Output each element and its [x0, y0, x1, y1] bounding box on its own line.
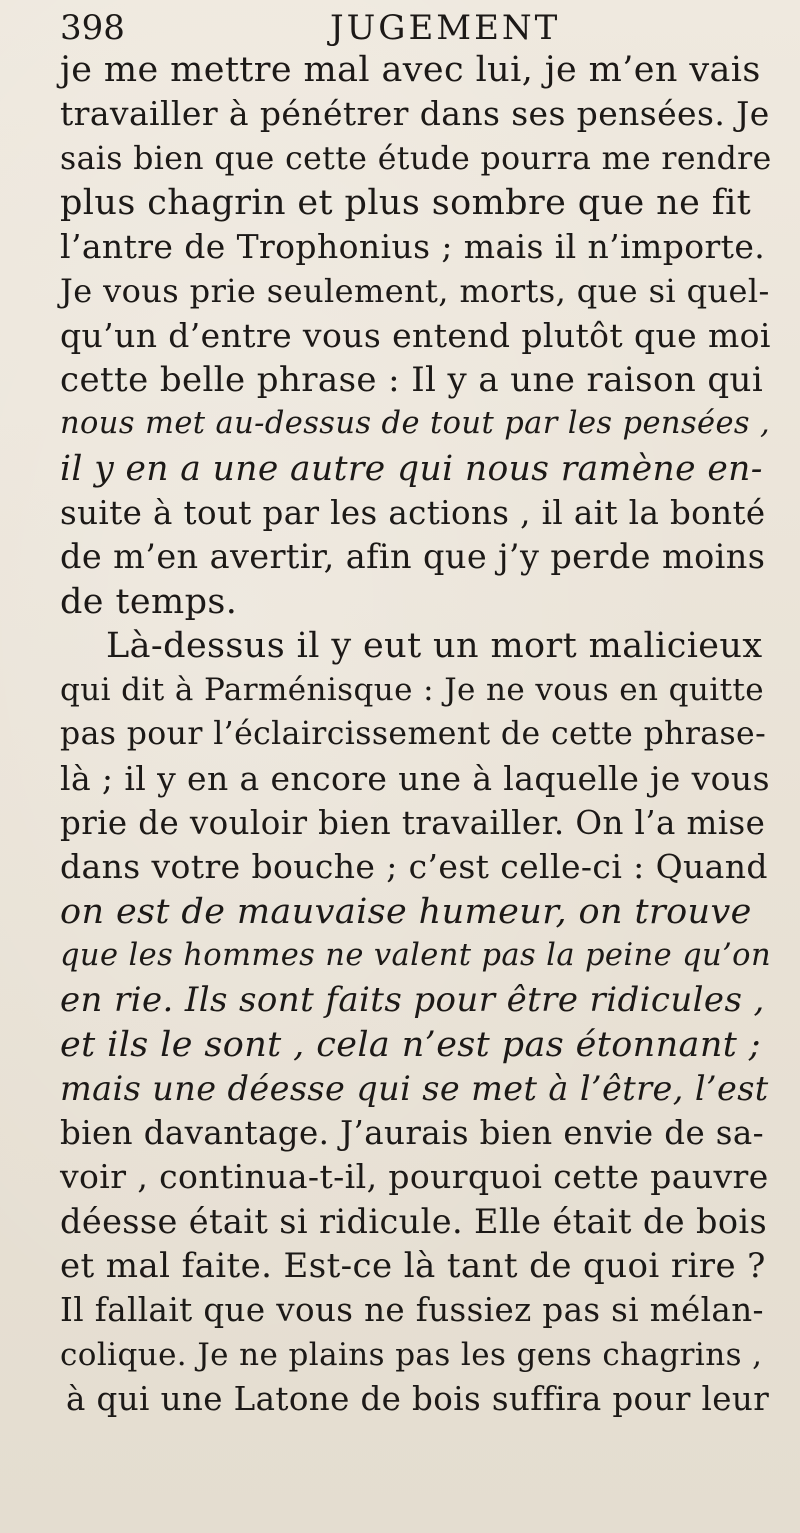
italic-text-line: mais une déesse qui se met à l’être, l’est [60, 1068, 769, 1108]
text-line: je me mettre mal avec lui, je m’en vais [60, 50, 761, 90]
text-line: sais bien que cette étude pourra me rendre [60, 140, 772, 177]
body-text [60, 48, 800, 1421]
text-line: à qui une Latone de bois suffira pour leur [66, 1379, 770, 1418]
text-line: prie de vouloir bien travailler. On l’a mise [60, 804, 766, 843]
text-line: Je vous prie seulement, morts, que si quel- [60, 272, 770, 311]
text-line: Il fallait que vous ne fussiez pas si mélan- [60, 1291, 764, 1330]
text-line: qui dit à Parménisque : Je ne vous en quitte [60, 672, 765, 709]
text-line: cette belle phrase : Il y a une raison qui [60, 360, 764, 401]
text-line: là ; il y en a encore une à laquelle je vous [60, 758, 770, 798]
italic-text-line: en rie. Ils sont faits pour être ridicules , [60, 980, 765, 1021]
text-line: pas pour l’éclaircissement de cette phrase- [60, 716, 767, 753]
italic-text-line: il y en a une autre qui nous ramène en- [60, 448, 763, 489]
text-line: dans votre bouche ; c’est celle-ci : Quand [60, 847, 768, 887]
text-line: suite à tout par les actions , il ait la bonté [60, 493, 766, 532]
text-line: déesse était si ridicule. Elle était de bois [60, 1201, 768, 1241]
page-number: 398 [60, 8, 125, 48]
paragraph-start-line: Là-dessus il y eut un mort malicieux [106, 625, 763, 666]
italic-text-line: nous met au-dessus de tout par les pensées , [60, 406, 771, 442]
italic-text-line: on est de mauvaise humeur, on trouve [60, 891, 752, 932]
text-line: et mal faite. Est-ce là tant de quoi rire ? [60, 1246, 766, 1287]
text-line: colique. Je ne plains pas les gens chagrins , [60, 1336, 763, 1373]
running-head: JUGEMENT [330, 8, 561, 48]
page-header [60, 8, 760, 48]
italic-text-line: que les hommes ne valent pas la peine qu’on [60, 937, 771, 973]
text-line: l’antre de Trophonius ; mais il n’importe. [60, 227, 766, 267]
text-line: voir , continua-t-il, pourquoi cette pauvre [60, 1157, 769, 1197]
text-line: de m’en avertir, afin que j’y perde moins [60, 537, 766, 577]
italic-text-line: et ils le sont , cela n’est pas étonnant ; [60, 1024, 761, 1065]
text-line: plus chagrin et plus sombre que ne fit [60, 182, 752, 223]
text-line: de temps. [60, 581, 238, 622]
text-line: travailler à pénétrer dans ses pensées. Je [60, 94, 770, 134]
text-line: qu’un d’entre vous entend plutôt que moi [60, 315, 771, 355]
text-line: bien davantage. J’aurais bien envie de sa- [60, 1114, 765, 1153]
